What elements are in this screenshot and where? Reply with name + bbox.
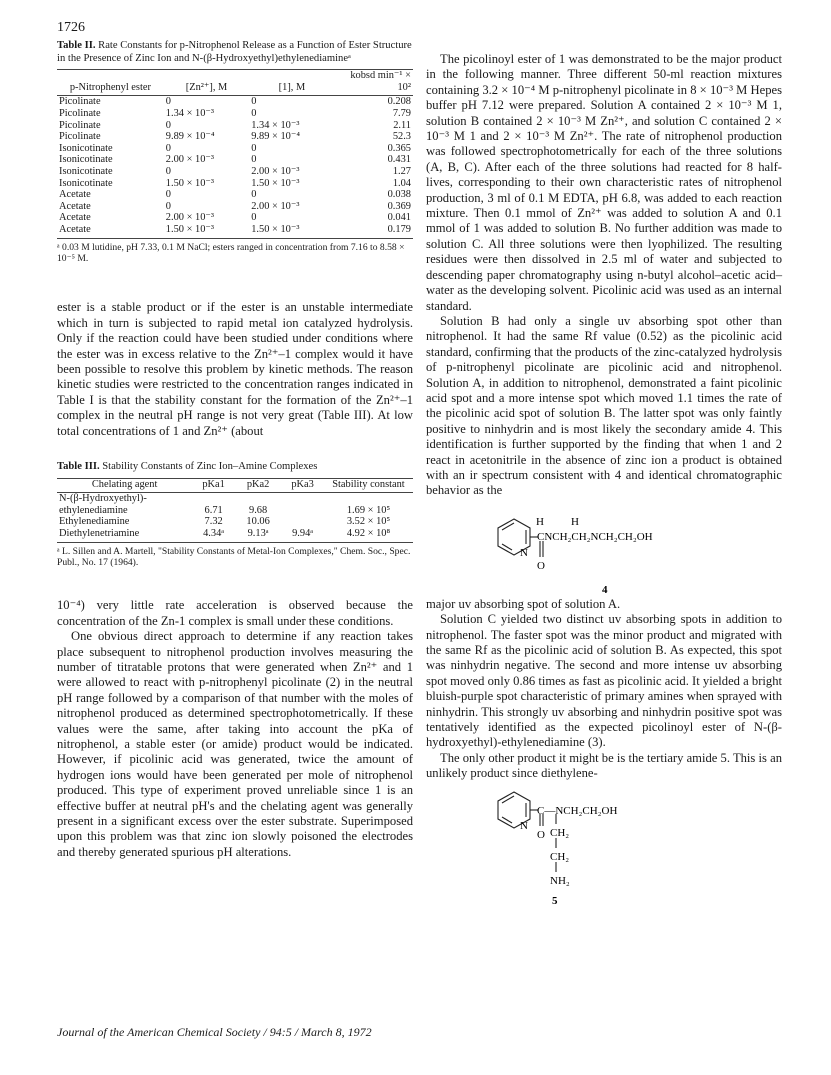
table-cell: [281, 493, 324, 517]
compound-5-structure: [426, 788, 782, 912]
table-cell: 4.34ᵃ: [192, 528, 235, 542]
table-cell: 0.041: [387, 212, 411, 224]
table2-footnote: ᵃ 0.03 M lutidine, pH 7.33, 0.1 M NaCl; esters ranged in concentration from 7.16 to 8.58 × 10⁻⁵ M.: [57, 241, 405, 264]
table-cell: 7.79: [392, 107, 411, 119]
ch2-label: CH₂: [550, 850, 570, 863]
table2: [57, 69, 413, 238]
table-cell: Acetate: [59, 189, 91, 201]
table-cell: 9.94ᵃ: [281, 528, 324, 542]
table3-header: pKa3: [281, 478, 324, 493]
compound-4-svg: [426, 505, 782, 597]
table-cell: N-(β-Hydroxyethyl)-ethylenediamine: [59, 493, 147, 516]
table-cell: Isonicotinate: [59, 154, 113, 166]
table3-header: Chelating agent: [57, 478, 192, 493]
table-cell: Acetate: [57, 224, 164, 238]
table-row: [57, 131, 413, 143]
table-cell: Diethylenetriamine: [57, 528, 192, 542]
table-cell: 4.92 × 10⁸: [324, 528, 413, 542]
table-cell: 2.11: [393, 119, 411, 131]
table-cell: 6.71: [204, 504, 223, 516]
paragraph: Solution B had only a single uv absorbing spot other than nitrophenol. It had the same Rf value (0.52) as the picolinic acid standard, confirming that the products of the zinc-catalyzed hydrolysis of p-nitrophenyl picolinate are picolinic acid and nitrophenol. Solution A, in addition to nitrophenol, demonstrated a faint picolinic acid spot and a more intense spot which moved 1.1 times the rate of the picolinic acid spot of solution B. The latter spot was only faintly positive to ninhydrin and is most likely the secondary amide 4. This identification is further supported by the finding that when 1 and 2 react in acetonitrile in the absence of zinc ion a product is obtained with an ir spectrum consistent with 4 and identical chromatographic behavior as the: [426, 313, 782, 498]
table-cell: 1.50 × 10⁻³: [165, 177, 215, 189]
journal-footer: Journal of the American Chemical Society / 94:5 / March 8, 1972: [57, 1025, 372, 1039]
table2-caption-text: Rate Constants for p-Nitrophenol Release as a Function of Ester Structure in the Presence of Zinc Ion and N-(β-Hydroxyethyl)ethylenediamineᵃ: [57, 40, 412, 64]
table-cell: 0.038: [387, 189, 411, 201]
table-cell: Acetate: [59, 212, 91, 224]
table2-caption: [57, 40, 413, 65]
table-cell: 1.50 × 10⁻³: [251, 177, 300, 189]
table-cell: 9.89 × 10⁻⁴: [165, 131, 215, 143]
table-row: [57, 224, 413, 238]
table-row: [57, 178, 413, 190]
right-body-2: [426, 597, 782, 782]
nh2-label: NH₂: [550, 874, 570, 887]
table-cell: Isonicotinate: [59, 142, 113, 154]
table-row: [57, 120, 413, 132]
paragraph: 10⁻⁴) very little rate acceleration is observed because the concentration of the Zn-1 complex is small under these conditions.: [57, 598, 413, 628]
table-cell: 1.69 × 10⁵: [346, 504, 391, 516]
right-body-1: [426, 52, 782, 499]
table-cell: [281, 516, 324, 528]
table-cell: 0: [165, 200, 171, 212]
table-cell: 1.04: [392, 177, 411, 189]
table-row: [57, 166, 413, 178]
table-cell: 0: [251, 189, 257, 201]
table3-header: pKa2: [235, 478, 281, 493]
table-cell: 2.00 × 10⁻³: [251, 165, 300, 177]
table-row: [57, 154, 413, 166]
left-body-1: [57, 300, 413, 439]
table2-header: p-Nitrophenyl ester: [57, 70, 164, 96]
table3-title: Table III.: [57, 460, 100, 472]
table-row: [57, 212, 413, 224]
page-number: 1726: [57, 20, 85, 35]
table-row: [57, 528, 413, 542]
paragraph: Solution C yielded two distinct uv absorbing spots in addition to nitrophenol. The faster spot was the minor product and migrated with the same Rf as the picolinic acid of solution B. As expected, this spot was ninhydrin negative. The second and more intense uv absorbing spot moved only 0.86 times as fast as picolinic acid. It yielded a bright bluish-purple spot characteristic of primary amines when sprayed with ninhydrin. This strongly uv absorbing and ninhydrin positive spot was tentatively identified as the expected picolinoyl ester of N-(β-hydroxyethyl)-ethylenediamine (3).: [426, 612, 782, 750]
table3-caption-text: Stability Constants of Zinc Ion–Amine Complexes: [102, 460, 318, 472]
table-cell: 1.34 × 10⁻³: [251, 119, 300, 131]
table3-header: pKa1: [192, 478, 235, 493]
table-cell: 0: [165, 96, 171, 108]
h-label: H: [536, 515, 544, 528]
table2-header: [Zn²⁺], M: [164, 70, 249, 96]
table-cell: 9.68: [249, 504, 268, 516]
table-row: [57, 201, 413, 213]
table-cell: 0.369: [387, 200, 411, 212]
compound4-chain: CNCH₂CH₂NCH₂CH₂OH: [537, 530, 653, 543]
table-cell: 2.00 × 10⁻³: [165, 212, 215, 224]
table3-header: Stability constant: [324, 478, 413, 493]
table-cell: Acetate: [59, 200, 91, 212]
compound-5-svg: [426, 788, 782, 912]
ch2-label: CH₂: [550, 826, 570, 839]
table-cell: 2.00 × 10⁻³: [251, 200, 300, 212]
paragraph: One obvious direct approach to determine if any reaction takes place subsequent to nitrophenol production involves measuring the number of titratable protons that were generated when Zn²⁺ and 1 were allowed to react with p-nitrophenyl picolinate (2) in the neutral pH range followed by a comparison of that number with the moles of nitrophenol produced as determined spectrophotometrically. If these values were the same, after taking into account the pKa of nitrophenol, a stable ester (or amide) product would be indicated. However, if picolinic acid was generated, twice the amount of hydrogen ions would have been generated per mole of nitrophenol produced. This type of experiment proved unreliable since 1 is an effective buffer at neutral pH's and the chelating agent was generally present in a significant excess over the ester substrate. Superimposed upon this problem was that zinc ion slowly poisoned the electrodes and thereby generated spurious pH alterations.: [57, 629, 413, 859]
table-cell: Ethylenediamine: [59, 516, 130, 528]
table3: [57, 478, 413, 543]
pyridine-ring-icon: [498, 792, 556, 872]
table-cell: 1.50 × 10⁻³: [249, 224, 334, 238]
table-cell: 0: [251, 107, 257, 119]
table-cell: 52.3: [392, 131, 411, 143]
table-cell: Isonicotinate: [59, 165, 113, 177]
table3-footnote: ᵃ L. Sillen and A. Martell, "Stability Constants of Metal-Ion Complexes," Chem. Soc., Spec. Publ., No. 17 (1964).: [57, 545, 411, 568]
table-cell: 1.34 × 10⁻³: [165, 107, 215, 119]
o-label: O: [537, 559, 545, 572]
paragraph: major uv absorbing spot of solution A.: [426, 596, 621, 611]
table-row: [57, 96, 413, 108]
table2-header: [1], M: [249, 70, 334, 96]
table-cell: 0.179: [335, 224, 413, 238]
table-row: [57, 143, 413, 155]
compound-label: 5: [552, 894, 558, 907]
compound-4-structure: [426, 505, 782, 597]
table-cell: 9.89 × 10⁻⁴: [251, 131, 300, 143]
table-row: [57, 493, 413, 517]
ring-n-label: N: [520, 819, 528, 832]
table-cell: 0.365: [387, 142, 411, 154]
table-cell: Picolinate: [59, 96, 101, 108]
table2-header: kobsd min⁻¹ × 10²: [335, 70, 413, 96]
table-cell: 0: [251, 212, 257, 224]
o-label: O: [537, 828, 545, 841]
left-body-2: [57, 598, 413, 860]
right-column: [426, 52, 782, 912]
table-cell: 0: [251, 154, 257, 166]
table-cell: 0: [165, 165, 171, 177]
ring-n-label: N: [520, 546, 528, 559]
table3-caption: [57, 461, 413, 474]
h-label: H: [571, 515, 579, 528]
table-row: [57, 516, 413, 528]
table-cell: 0.208: [387, 96, 411, 108]
paragraph: ester is a stable product or if the ester is an unstable intermediate which in turn is subjected to rapid metal ion catalyzed hydrolysis. Only if the reaction could have been studied under conditions where the ester was in excess relative to the Zn²⁺–1 complex would it have been possible to resolve this problem by kinetic methods. The reason kinetic studies were restricted to the concentration ranges indicated in Table I is that the stability constant for the formation of the Zn²⁺–1 complex in the neutral pH range is not very great (Table III). At low total concentrations of 1 and Zn²⁺ (about: [57, 300, 413, 438]
paragraph: The picolinoyl ester of 1 was demonstrated to be the major product in the following manner. Three different 50-ml reaction mixtures containing 3.2 × 10⁻⁴ M p-nitrophenyl picolinate in 8 × 10⁻³ M Hepes buffer pH 7.12 were prepared. Solution A contained 2 × 10⁻³ M 1, solution B contained 2 × 10⁻³ M Zn²⁺, and solution C contained 2 × 10⁻³ M 1 and 2 × 10⁻³ M Zn²⁺. The rate of nitrophenol production was followed spectrophotometrically for each of the three solutions (A, B, C). After each of the three solutions had reacted for 8 half-lives, corresponding to their own characteristic rates of nitrophenol production, 3 ml of 0.1 M EDTA, pH 6.8, was added to each reaction mixture. Then 0.1 mmol of Zn²⁺ was added to solution A and 0.1 mmol of 1 was added to solution B. No further addition was made to solution C. All three solutions were then lyophilized. The resulting residues were then dissolved in 2.5 ml of water and subjected to descending paper chromatography using n-butyl alcohol–acetic acid–water as the developing solvent. Picolinic acid was used as an internal standard.: [426, 52, 782, 313]
paragraph: The only other product it might be is the tertiary amide 5. This is an unlikely product since diethylene-: [426, 750, 782, 781]
table-row: [57, 189, 413, 201]
left-column: [57, 40, 413, 860]
table-cell: 3.52 × 10⁵: [346, 516, 391, 528]
table-cell: Picolinate: [59, 107, 101, 119]
table-cell: Picolinate: [59, 119, 101, 131]
table-cell: 1.27: [392, 165, 411, 177]
table-cell: 2.00 × 10⁻³: [165, 154, 215, 166]
table-cell: 0.431: [387, 154, 411, 166]
table-cell: 0: [251, 142, 257, 154]
table-cell: 1.50 × 10⁻³: [164, 224, 249, 238]
compound-label: 4: [602, 583, 608, 596]
table-cell: 0: [251, 96, 257, 108]
table-cell: 0: [165, 142, 171, 154]
table2-title: Table II.: [57, 40, 96, 51]
table-cell: Picolinate: [59, 131, 101, 143]
table-cell: 10.06: [246, 516, 270, 528]
table-cell: 0: [165, 119, 171, 131]
table-cell: 9.13ᵃ: [235, 528, 281, 542]
table-cell: 0: [165, 189, 171, 201]
table-cell: Isonicotinate: [59, 177, 113, 189]
table-row: [57, 108, 413, 120]
compound5-chain: C—NCH₂CH₂OH: [537, 804, 618, 817]
table-cell: 7.32: [204, 516, 223, 528]
